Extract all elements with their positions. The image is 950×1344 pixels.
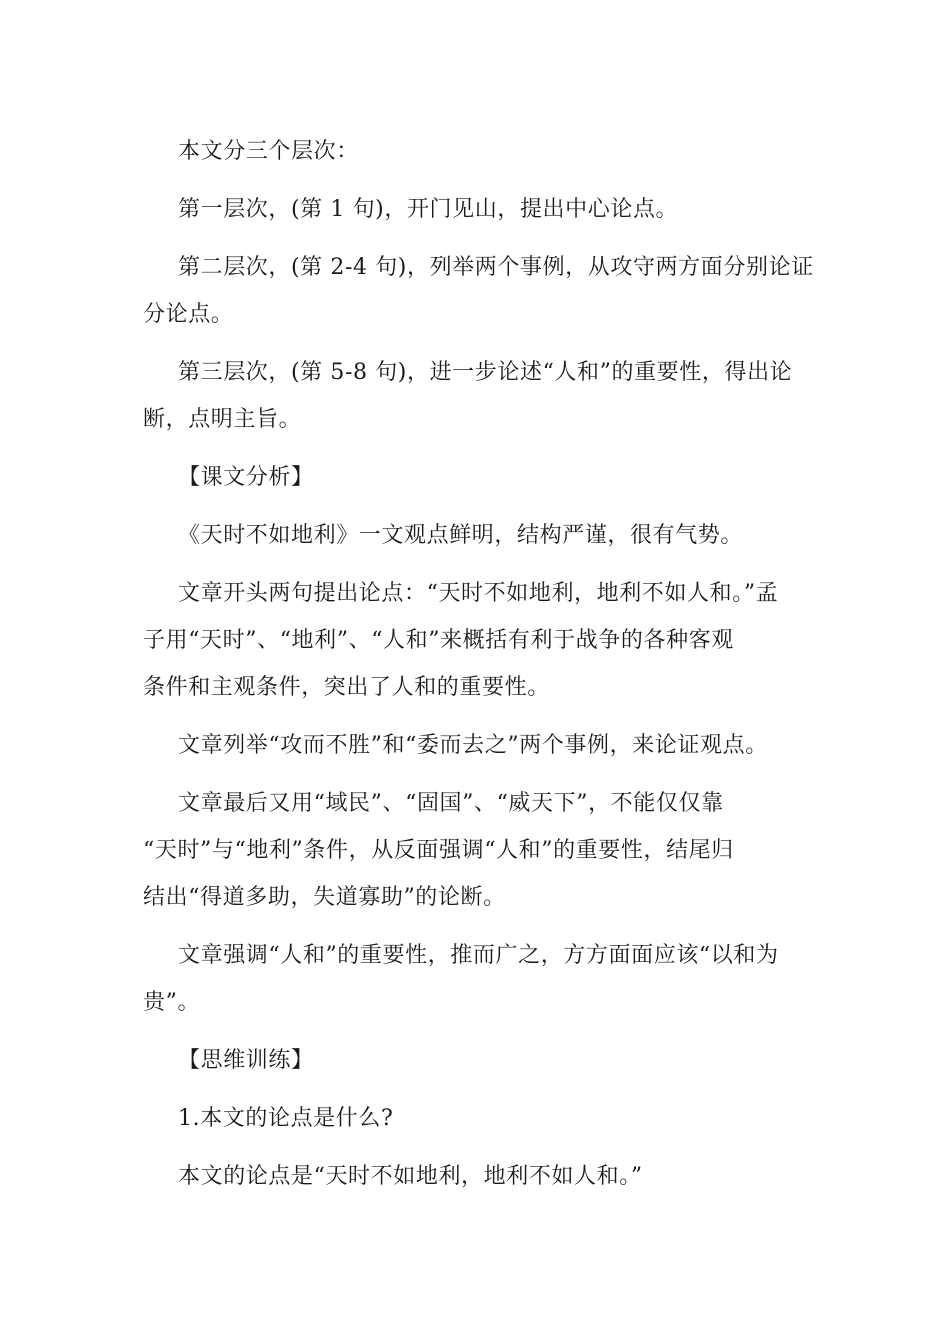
paragraph-structure-intro: 本文分三个层次： — [178, 139, 359, 164]
section-heading-thinking-training: 【思维训练】 — [178, 1048, 314, 1073]
text-line: 文章强调“人和”的重要性，推而广之，方方面面应该“以和为 — [178, 943, 779, 968]
text-line: 第二层次，(第 2-4 句)，列举两个事例，从攻守两方面分别论证 — [178, 255, 814, 280]
text-line: 贵”。 — [143, 990, 201, 1015]
paragraph-analysis-summary: 《天时不如地利》一文观点鲜明，结构严谨，很有气势。 — [178, 523, 744, 548]
paragraph-analysis-opening — [143, 570, 808, 711]
text-line: 断，点明主旨。 — [143, 407, 302, 432]
text-line: 文章开头两句提出论点：“天时不如地利，地利不如人和。”孟 — [178, 581, 779, 606]
section-heading-text-analysis: 【课文分析】 — [178, 465, 314, 490]
answer-1: 本文的论点是“天时不如地利，地利不如人和。” — [178, 1164, 643, 1189]
text-line: 分论点。 — [143, 302, 234, 327]
paragraph-analysis-examples: 文章列举“攻而不胜”和“委而去之”两个事例，来论证观点。 — [178, 733, 768, 758]
paragraph-level-three — [143, 349, 808, 443]
paragraph-level-one: 第一层次，(第 1 句)，开门见山，提出中心论点。 — [178, 197, 679, 222]
document-body — [143, 128, 814, 1211]
paragraph-level-two — [143, 244, 814, 338]
text-line: 文章最后又用“域民”、“固国”、“威天下”，不能仅仅靠 — [178, 791, 724, 816]
text-line: “天时”与“地利”条件，从反面强调“人和”的重要性，结尾归 — [143, 838, 734, 863]
text-line: 子用“天时”、“地利”、“人和”来概括有利于战争的各种客观 — [143, 628, 734, 653]
paragraph-analysis-harmony — [143, 932, 808, 1026]
text-line: 结出“得道多助，失道寡助”的论断。 — [143, 885, 506, 910]
text-line: 第三层次，(第 5-8 句)，进一步论述“人和”的重要性，得出论 — [178, 360, 793, 385]
question-1: 1.本文的论点是什么? — [178, 1106, 394, 1131]
paragraph-analysis-ending — [143, 780, 808, 921]
text-line: 条件和主观条件，突出了人和的重要性。 — [143, 675, 550, 700]
